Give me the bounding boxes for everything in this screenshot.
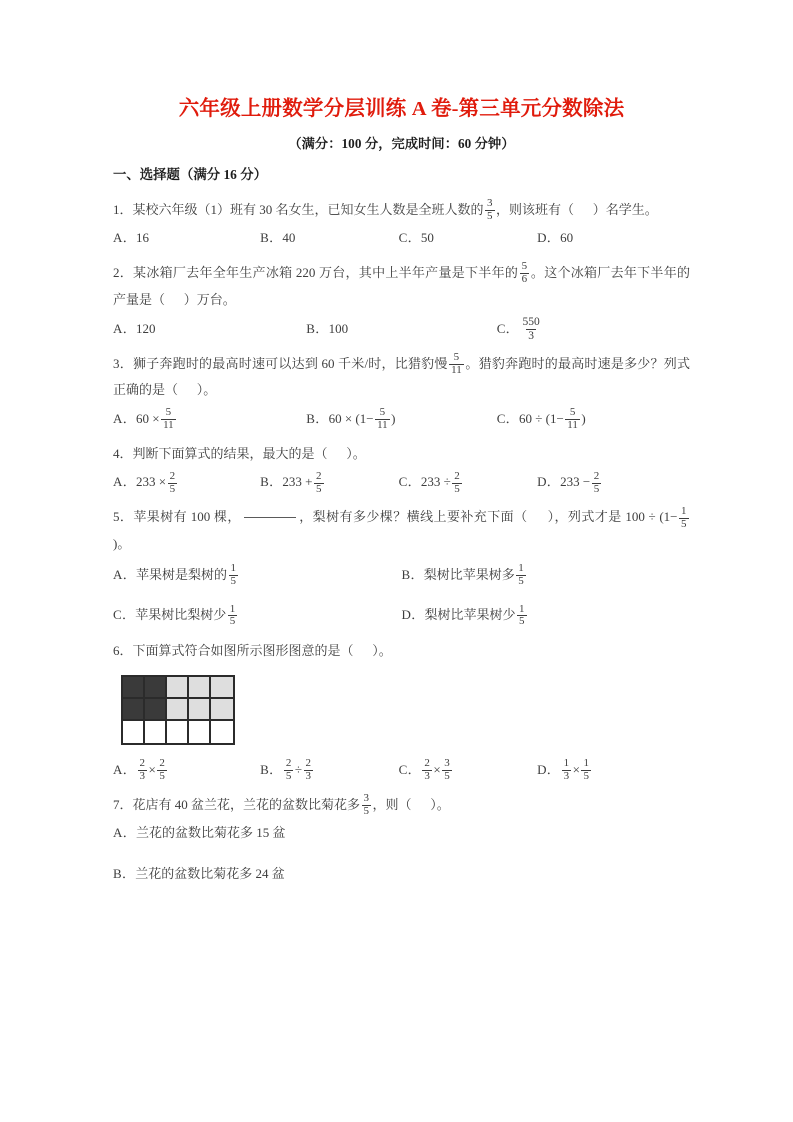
- question-2: [113, 260, 690, 341]
- option-5-B[interactable]: B．梨树比苹果树多 $\frac{1}{5}$: [401, 561, 524, 587]
- grid-cell-dark: [123, 699, 145, 721]
- question-3-options: [113, 406, 690, 432]
- question-5-stem-part2: ，梨树有多少棵？横线上要补充下面（: [298, 509, 528, 525]
- question-1-stem: [113, 197, 690, 224]
- page-subtitle: （满分：100 分，完成时间：60 分钟）: [288, 135, 515, 151]
- answer-blank-2[interactable]: [165, 292, 184, 307]
- grid-cell-light: [189, 677, 211, 699]
- question-3-stem-part1: 3．狮子奔跑时的最高时速可以达到 60 千米/时，比猎豹慢: [113, 355, 448, 371]
- option-6-D-fraction-2: $\frac{1}{5}$: [583, 756, 589, 782]
- option-1-D[interactable]: D．60: [537, 230, 574, 246]
- grid-cell-light: [211, 699, 233, 721]
- option-3-C-fraction: $\frac{5}{11}$: [567, 405, 578, 431]
- option-4-C-fraction: $\frac{2}{5}$: [454, 469, 460, 495]
- question-2-stem-part3: ）万台。: [183, 291, 236, 307]
- question-3-stem: [113, 351, 690, 404]
- option-4-A-fraction: $\frac{2}{5}$: [169, 469, 176, 495]
- option-4-A[interactable]: A．233 × $\frac{2}{5}$: [113, 469, 176, 495]
- answer-blank-5[interactable]: [528, 509, 548, 524]
- option-7-A[interactable]: A．兰花的盆数比菊花多 15 盆: [113, 825, 286, 841]
- question-6-stem: [113, 638, 690, 665]
- answer-blank-6[interactable]: [354, 643, 373, 658]
- option-6-C-fraction-2: $\frac{3}{5}$: [444, 756, 450, 782]
- section-header-choice: 一、选择题（满分 16 分）: [113, 166, 267, 182]
- question-3-stem-part3: ）。: [196, 382, 217, 398]
- option-5-C[interactable]: C．苹果树比梨树少 $\frac{1}{5}$: [113, 602, 236, 628]
- option-2-C-fraction: $\frac{550}{3}$: [522, 316, 540, 342]
- option-2-A[interactable]: A．120: [113, 320, 156, 336]
- question-1-stem-part3: ）名学生。: [592, 201, 658, 217]
- question-1-stem-part1: 1．某校六年级（1）班有 30 名女生，已知女生人数是全班人数的: [113, 201, 484, 217]
- question-6-options: [113, 757, 690, 783]
- question-3: [113, 351, 690, 432]
- option-5-D[interactable]: D．梨树比苹果树少 $\frac{1}{5}$: [401, 602, 525, 628]
- question-3-fraction: $\frac{5}{11}$: [451, 350, 462, 376]
- grid-cell-dark: [145, 677, 167, 699]
- answer-blank-7[interactable]: [412, 797, 431, 812]
- option-5-A[interactable]: A．苹果树是梨树的 $\frac{1}{5}$: [113, 561, 237, 587]
- question-4: [113, 441, 690, 496]
- question-7-options: [113, 820, 690, 887]
- question-5-stem-part4: )。: [113, 536, 131, 552]
- grid-cell-light: [189, 699, 211, 721]
- grid-cell-dark: [123, 677, 145, 699]
- question-6-stem-part1: 6．下面算式符合如图所示图形图意的是（: [113, 643, 354, 659]
- question-6-stem-part3: ）。: [372, 643, 392, 659]
- question-4-stem-part3: ）。: [346, 445, 366, 461]
- option-5-D-fraction: $\frac{1}{5}$: [519, 602, 525, 628]
- option-3-B[interactable]: B．60 × (1− $\frac{5}{11}$ ): [306, 405, 396, 431]
- option-6-C-fraction-1: $\frac{2}{3}$: [424, 756, 430, 782]
- option-3-A[interactable]: A．60 × $\frac{5}{11}$: [113, 405, 174, 431]
- fill-in-blank-5[interactable]: [244, 517, 296, 518]
- question-1-fraction: $\frac{3}{5}$: [487, 196, 493, 222]
- option-1-A[interactable]: A．16: [113, 230, 149, 246]
- grid-cell-light: [211, 677, 233, 699]
- question-6: [113, 638, 690, 783]
- question-5: [113, 504, 690, 629]
- option-6-D[interactable]: D． $\frac{1}{3}$ × $\frac{1}{5}$: [537, 756, 589, 782]
- question-5-stem-part3: ），列式才是 100 ÷ (1−: [547, 509, 678, 525]
- option-4-D-fraction: $\frac{2}{5}$: [593, 469, 600, 495]
- question-6-figure-wrap: [121, 675, 690, 745]
- grid-cell-white: [167, 721, 189, 743]
- question-5-fraction: $\frac{1}{5}$: [681, 504, 687, 530]
- option-1-C[interactable]: C．50: [398, 230, 434, 246]
- grid-cell-white: [123, 721, 145, 743]
- option-6-A[interactable]: A． $\frac{2}{3}$ × $\frac{2}{5}$: [113, 756, 165, 782]
- option-2-B[interactable]: B．100: [306, 320, 349, 336]
- option-2-C[interactable]: C． $\frac{550}{3}$: [496, 316, 540, 342]
- grid-cell-light: [167, 677, 189, 699]
- grid-cell-white: [211, 721, 233, 743]
- grid-cell-dark: [145, 699, 167, 721]
- option-5-A-fraction: $\frac{1}{5}$: [230, 561, 237, 587]
- option-6-A-fraction-2: $\frac{2}{5}$: [159, 756, 165, 782]
- answer-blank-1[interactable]: [574, 202, 593, 217]
- grid-cell-light: [167, 699, 189, 721]
- option-5-C-fraction: $\frac{1}{5}$: [229, 602, 236, 628]
- option-7-B[interactable]: B．兰花的盆数比菊花多 24 盆: [113, 865, 285, 881]
- question-2-stem: [113, 260, 690, 313]
- grid-cell-white: [145, 721, 167, 743]
- question-2-stem-part1: 2．某冰箱厂去年全年生产冰箱 220 万台，其中上半年产量是下半年的: [113, 265, 519, 281]
- question-2-stem-part2: 。这个冰箱厂去年下半年的产量是（: [113, 265, 690, 307]
- answer-blank-3[interactable]: [178, 382, 197, 397]
- question-5-stem: [113, 504, 690, 557]
- question-2-options: [113, 316, 690, 342]
- grid-cell-white: [189, 721, 211, 743]
- option-5-B-fraction: $\frac{1}{5}$: [518, 561, 524, 587]
- question-4-stem: [113, 441, 690, 468]
- question-1-options: [113, 225, 690, 251]
- question-7: [113, 792, 690, 888]
- question-7-stem: [113, 792, 690, 819]
- option-4-B[interactable]: B．233 + $\frac{2}{5}$: [260, 469, 322, 495]
- question-7-stem-part3: ）。: [430, 796, 450, 812]
- shaded-grid-figure: [121, 675, 235, 745]
- option-6-B-fraction-2: $\frac{2}{3}$: [305, 756, 312, 782]
- option-6-D-fraction-1: $\frac{1}{3}$: [563, 756, 570, 782]
- option-3-A-fraction: $\frac{5}{11}$: [163, 405, 174, 431]
- question-7-stem-part1: 7．花店有 40 盆兰花，兰花的盆数比菊花多: [113, 796, 361, 812]
- question-3-stem-part2: 。猎豹奔跑时的最高时速是多少？列式正确的是（: [113, 355, 690, 398]
- question-4-options: [113, 469, 690, 495]
- option-6-A-fraction-1: $\frac{2}{3}$: [139, 756, 145, 782]
- question-4-stem-part1: 4．判断下面算式的结果，最大的是（: [113, 445, 328, 461]
- option-1-B[interactable]: B．40: [260, 230, 296, 246]
- question-5-stem-part1: 5．苹果树有 100 棵，: [113, 509, 241, 525]
- option-3-B-fraction: $\frac{5}{11}$: [377, 405, 388, 431]
- option-6-B[interactable]: B． $\frac{2}{5}$ ÷ $\frac{2}{3}$: [260, 756, 312, 782]
- question-7-stem-part2: ，则（: [372, 796, 412, 812]
- question-2-fraction: $\frac{5}{6}$: [521, 260, 528, 286]
- option-6-C[interactable]: C． $\frac{2}{3}$ × $\frac{3}{5}$: [398, 756, 450, 782]
- option-4-C[interactable]: C．233 ÷ $\frac{2}{5}$: [398, 469, 460, 495]
- option-4-D[interactable]: D．233 − $\frac{2}{5}$: [537, 469, 600, 495]
- option-3-C[interactable]: C．60 ÷ (1− $\frac{5}{11}$ ): [496, 405, 586, 431]
- question-1: [113, 197, 690, 252]
- option-4-B-fraction: $\frac{2}{5}$: [316, 469, 322, 495]
- answer-blank-4[interactable]: [328, 446, 347, 461]
- page-title: 六年级上册数学分层训练 A 卷-第三单元分数除法: [178, 98, 625, 120]
- option-6-B-fraction-1: $\frac{2}{5}$: [285, 756, 292, 782]
- question-1-stem-part2: ，则该班有（: [496, 201, 575, 217]
- question-5-options: [113, 562, 690, 629]
- question-7-fraction: $\frac{3}{5}$: [363, 791, 370, 817]
